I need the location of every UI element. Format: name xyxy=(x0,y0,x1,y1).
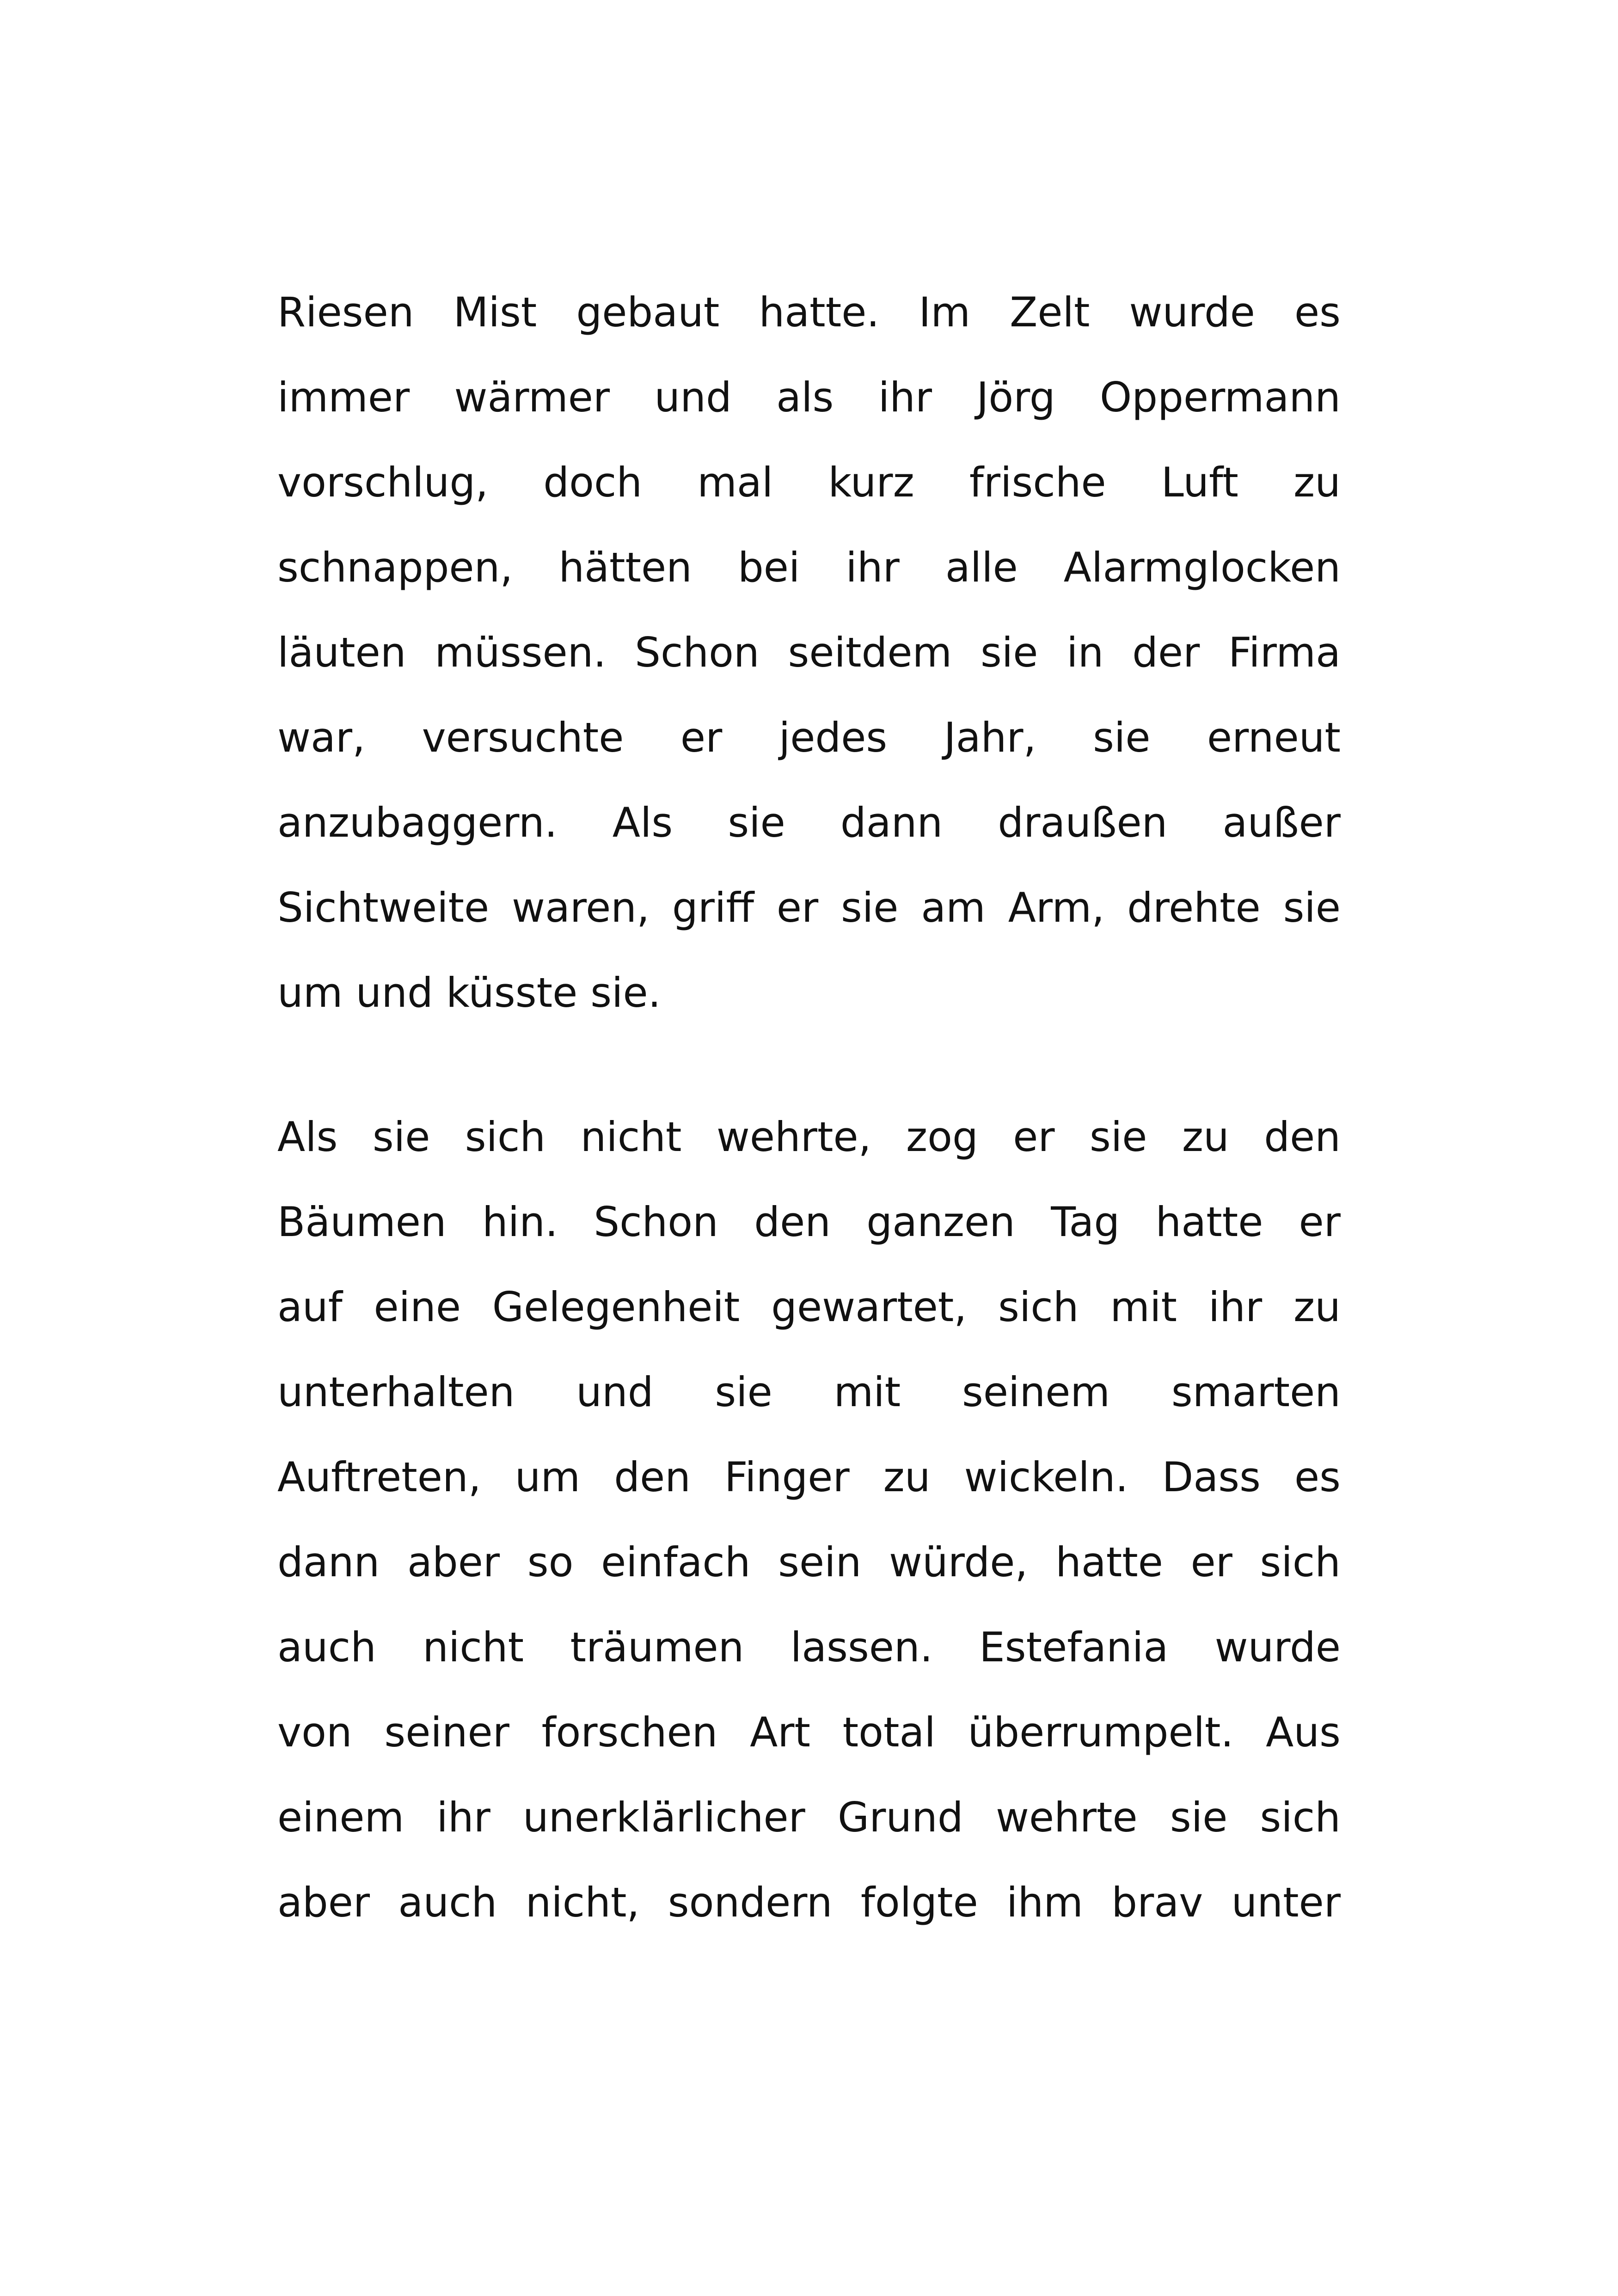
text-line: aber auch nicht, sondern folgte ihm brav unter xyxy=(277,1879,1341,1926)
text-line: Auftreten, um den Finger zu wickeln. Dass es xyxy=(277,1453,1341,1501)
text-line: anzubaggern. Als sie dann draußen außer xyxy=(277,799,1341,846)
text-line: läuten müssen. Schon seitdem sie in der Firma xyxy=(277,629,1341,676)
text-line: dann aber so einfach sein würde, hatte er sich xyxy=(277,1538,1341,1586)
paragraph-2 xyxy=(277,1095,1341,1945)
text-line: auf eine Gelegenheit gewartet, sich mit ihr zu xyxy=(277,1283,1341,1331)
text-line: unterhalten und sie mit seinem smarten xyxy=(277,1368,1341,1416)
text-line: von seiner forschen Art total überrumpelt. Aus xyxy=(277,1708,1341,1756)
text-line: auch nicht träumen lassen. Estefania wurde xyxy=(277,1623,1341,1671)
text-line: schnappen, hätten bei ihr alle Alarmglocken xyxy=(277,544,1341,591)
text-line: Riesen Mist gebaut hatte. Im Zelt wurde es xyxy=(277,288,1341,336)
text-line: einem ihr unerklärlicher Grund wehrte sie sich xyxy=(277,1794,1341,1841)
text-line: Sichtweite waren, griff er sie am Arm, drehte sie xyxy=(277,884,1341,931)
paragraph-1 xyxy=(277,270,1341,1035)
text-line: vorschlug, doch mal kurz frische Luft zu xyxy=(277,459,1341,506)
text-line: immer wärmer und als ihr Jörg Oppermann xyxy=(277,373,1341,421)
text-line: Als sie sich nicht wehrte, zog er sie zu den xyxy=(277,1113,1341,1161)
text-line: um und küsste sie. xyxy=(277,969,661,1016)
text-line: war, versuchte er jedes Jahr, sie erneut xyxy=(277,714,1341,761)
text-line: Bäumen hin. Schon den ganzen Tag hatte er xyxy=(277,1198,1341,1246)
